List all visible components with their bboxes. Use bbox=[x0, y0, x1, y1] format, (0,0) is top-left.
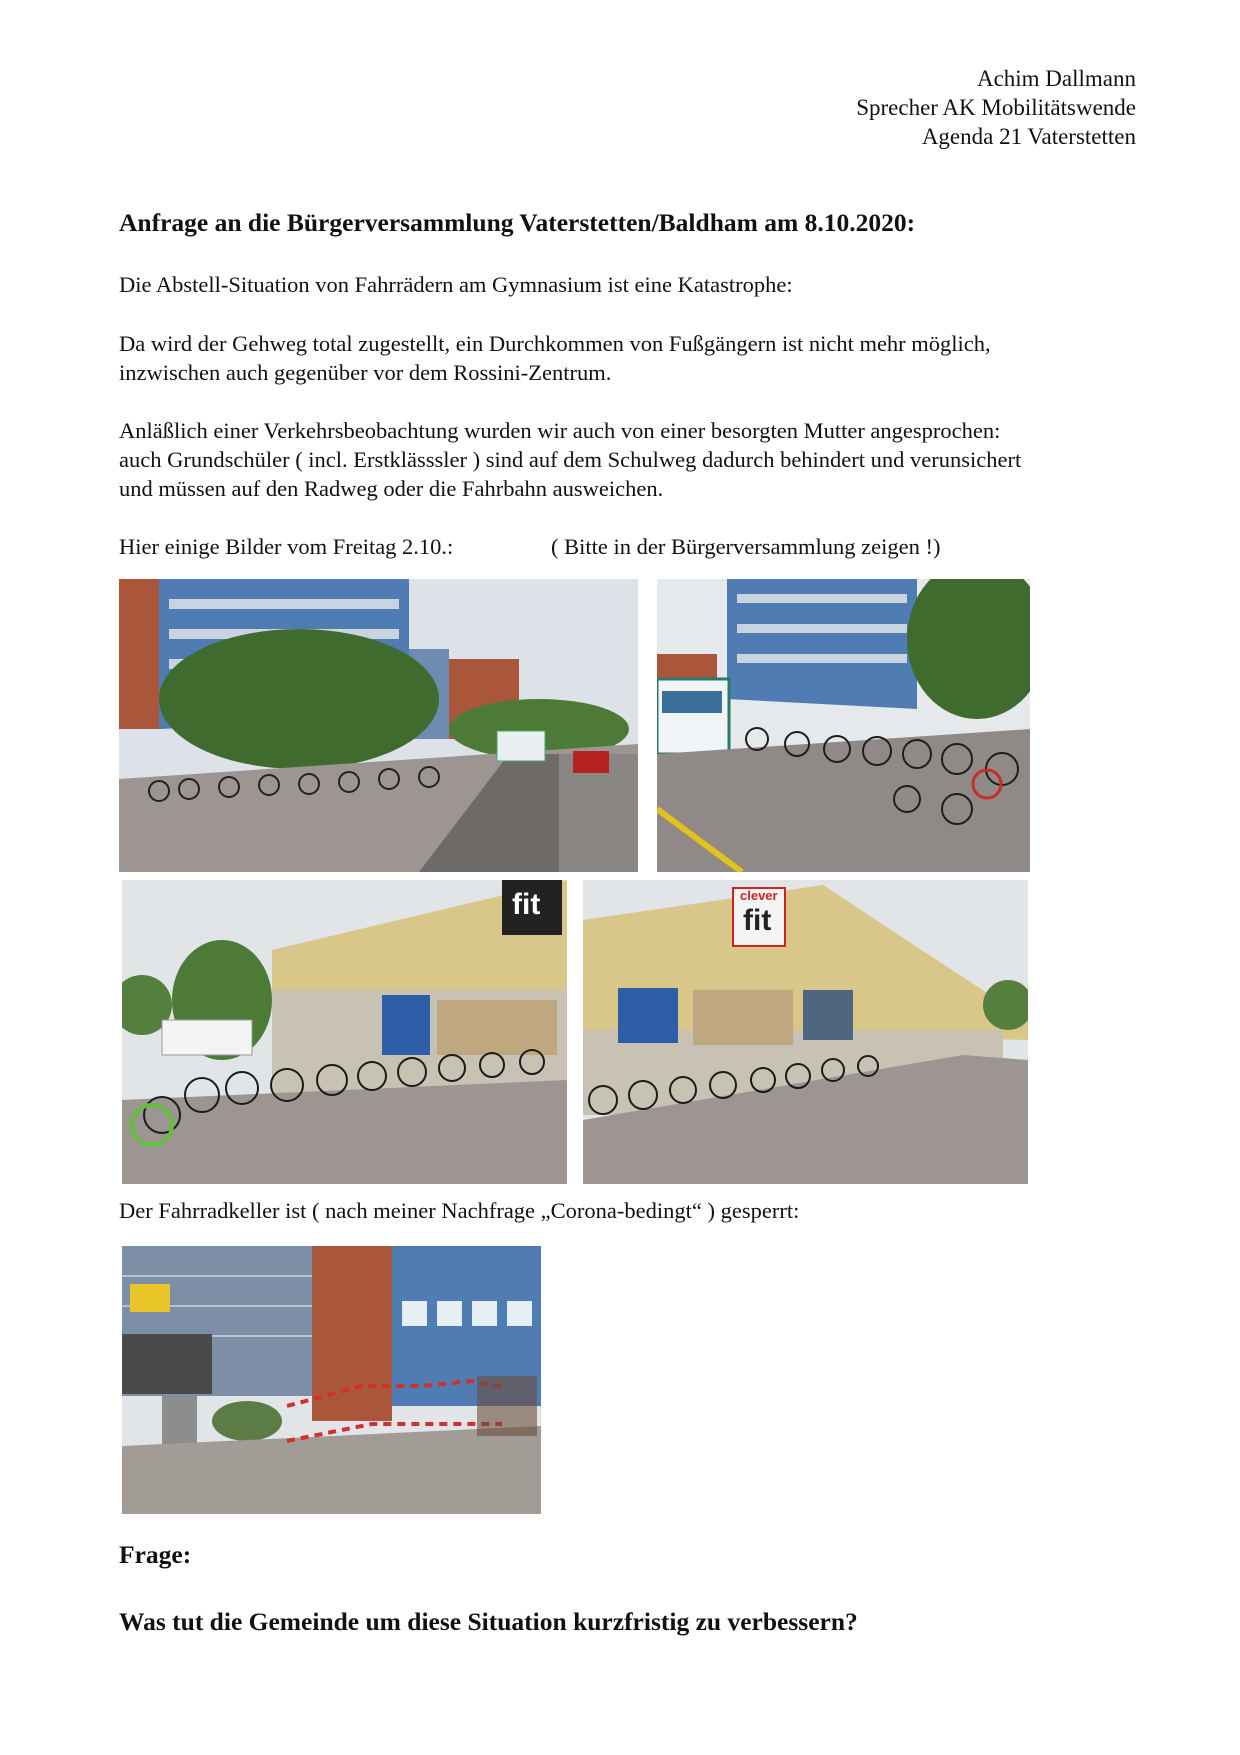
paragraph-mutter-line3: und müssen auf den Radweg oder die Fahrbahn ausweichen. bbox=[119, 476, 664, 501]
caption-fahrradkeller: Der Fahrradkeller ist ( nach meiner Nachfrage „Corona-bedingt“ ) gesperrt: bbox=[119, 1198, 800, 1223]
photo-rossini-right bbox=[583, 880, 1028, 1184]
sender-role: Sprecher AK Mobilitätswende bbox=[856, 95, 1136, 120]
fit-sign-left: fit bbox=[512, 888, 541, 921]
sender-name: Achim Dallmann bbox=[976, 66, 1136, 91]
photo-rossini-left bbox=[122, 880, 567, 1184]
sender-org: Agenda 21 Vaterstetten bbox=[921, 124, 1136, 149]
photo-gymnasium-street bbox=[119, 579, 638, 872]
paragraph-bilder-left: Hier einige Bilder vom Freitag 2.10.: bbox=[119, 534, 454, 559]
clever-sign: clever bbox=[740, 888, 778, 903]
fit-sign-right: fit bbox=[743, 904, 772, 937]
paragraph-bilder-right: ( Bitte in der Bürgerversammlung zeigen !) bbox=[551, 534, 941, 559]
paragraph-situation: Die Abstell-Situation von Fahrrädern am Gymnasium ist eine Katastrophe: bbox=[119, 272, 793, 297]
paragraph-mutter-line2: auch Grundschüler ( incl. Erstklässsler ) sind auf dem Schulweg dadurch behindert und verunsichert bbox=[119, 447, 1022, 472]
frage-label: Frage: bbox=[119, 1540, 192, 1569]
question-text: Was tut die Gemeinde um diese Situation kurzfristig zu verbessern? bbox=[119, 1607, 858, 1636]
paragraph-gehweg-line1: Da wird der Gehweg total zugestellt, ein Durchkommen von Fußgängern ist nicht mehr möglich, bbox=[119, 331, 991, 356]
paragraph-mutter-line1: Anläßlich einer Verkehrsbeobachtung wurden wir auch von einer besorgten Mutter angesprochen: bbox=[119, 418, 1001, 443]
photo-fahrradkeller bbox=[122, 1246, 541, 1514]
sender-block bbox=[856, 64, 1136, 151]
photo-bikes-bus bbox=[657, 579, 1030, 872]
document-heading: Anfrage an die Bürgerversammlung Vaterstetten/Baldham am 8.10.2020: bbox=[119, 208, 916, 237]
paragraph-gehweg-line2: inzwischen auch gegenüber vor dem Rossini-Zentrum. bbox=[119, 360, 612, 385]
